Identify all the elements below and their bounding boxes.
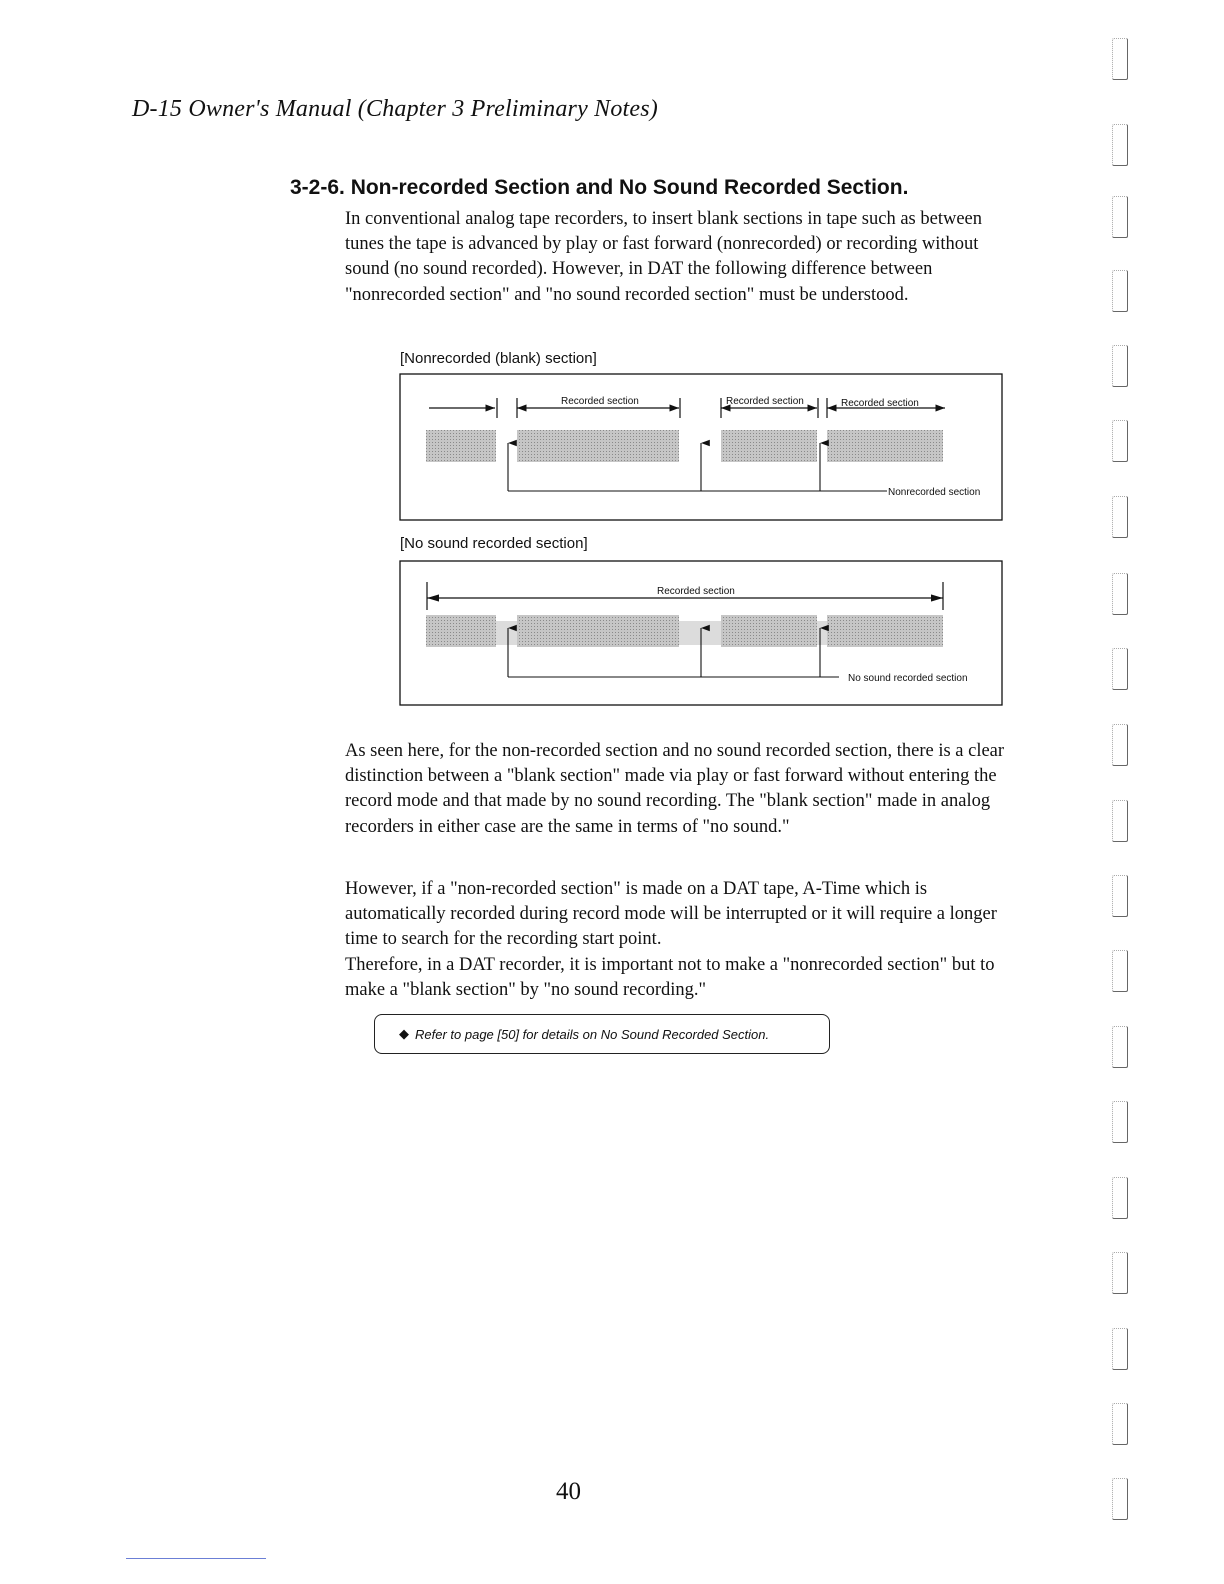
tape-segment (721, 615, 817, 647)
binding-hole (1112, 196, 1128, 238)
atime-paragraph-line-1: However, if a "non-recorded section" is made on a DAT tape, A-Time which is automatically recorded during record mode will be interrupted or it will require a longer time to search for the recording start point. (345, 879, 997, 950)
binding-hole (1112, 573, 1128, 615)
nonrecorded-diagram-caption: [Nonrecorded (blank) section] (400, 350, 597, 367)
nosound-segment (679, 621, 721, 645)
binding-hole (1112, 1328, 1128, 1370)
binding-hole (1112, 1026, 1128, 1068)
binding-hole (1112, 124, 1128, 166)
binding-hole (1112, 496, 1128, 538)
binding-hole (1112, 1101, 1128, 1143)
running-head: D-15 Owner's Manual (Chapter 3 Preliminary Notes) (132, 96, 658, 122)
binding-hole (1112, 270, 1128, 312)
nonrecorded-diagram (399, 373, 1003, 521)
tape-segment (426, 430, 496, 462)
footnote-rule (126, 1558, 266, 1559)
recorded-label: Recorded section (657, 586, 735, 597)
binding-hole (1112, 875, 1128, 917)
binding-hole (1112, 950, 1128, 992)
binding-hole (1112, 1252, 1128, 1294)
binding-hole (1112, 724, 1128, 766)
binding-hole (1112, 420, 1128, 462)
tape-segment (827, 430, 943, 462)
recorded-label: Recorded section (726, 396, 804, 407)
tape-segment (426, 615, 496, 647)
tape-segment (517, 430, 679, 462)
section-title: 3-2-6. Non-recorded Section and No Sound Recorded Section. (290, 176, 909, 199)
recorded-label: Recorded section (561, 396, 639, 407)
reference-text: Refer to page [50] for details on No Sound Recorded Section. (415, 1026, 770, 1042)
gap-label: Nonrecorded section (888, 487, 981, 498)
binding-hole (1112, 648, 1128, 690)
recorded-label: Recorded section (841, 398, 919, 409)
binding-hole (1112, 38, 1128, 80)
tape-segment (517, 615, 679, 647)
nosound-diagram-caption: [No sound recorded section] (400, 535, 588, 552)
reference-note (374, 1014, 830, 1054)
diamond-bullet-icon: ◆ (399, 1026, 409, 1041)
page-number: 40 (556, 1478, 581, 1505)
gap-label: No sound recorded section (848, 673, 968, 684)
nosound-diagram-svg (399, 560, 1003, 706)
binding-hole (1112, 800, 1128, 842)
binding-hole (1112, 1478, 1128, 1520)
binding-hole (1112, 345, 1128, 387)
tape-segment (721, 430, 817, 462)
binding-hole (1112, 1177, 1128, 1219)
nonrecorded-diagram-svg (399, 373, 1003, 521)
nosound-segment (817, 621, 827, 645)
atime-paragraph-line-2: Therefore, in a DAT recorder, it is important not to make a "nonrecorded section" but to make a "blank section" by "no sound recording." (345, 954, 995, 1000)
intro-paragraph: In conventional analog tape recorders, to insert blank sections in tape such as between tunes the tape is advanced by play or fast forward (nonrecorded) or recording without sound (no sound recorded). However, in DAT the following difference between "nonrecorded section" and "no sound recorded section" must be understood. (345, 209, 983, 305)
binding-holes (1108, 30, 1136, 1550)
nosound-diagram (399, 560, 1003, 706)
tape-segment (827, 615, 943, 647)
nosound-segment (496, 621, 517, 645)
distinction-paragraph: As seen here, for the non-recorded section and no sound recorded section, there is a clear distinction between a "blank section" made via play or fast forward without entering the record mode and that made by no sound recording. The "blank section" made in analog recorders in either case are the same in terms of "no sound." (345, 741, 1005, 837)
atime-paragraph (345, 877, 1010, 1003)
binding-hole (1112, 1403, 1128, 1445)
